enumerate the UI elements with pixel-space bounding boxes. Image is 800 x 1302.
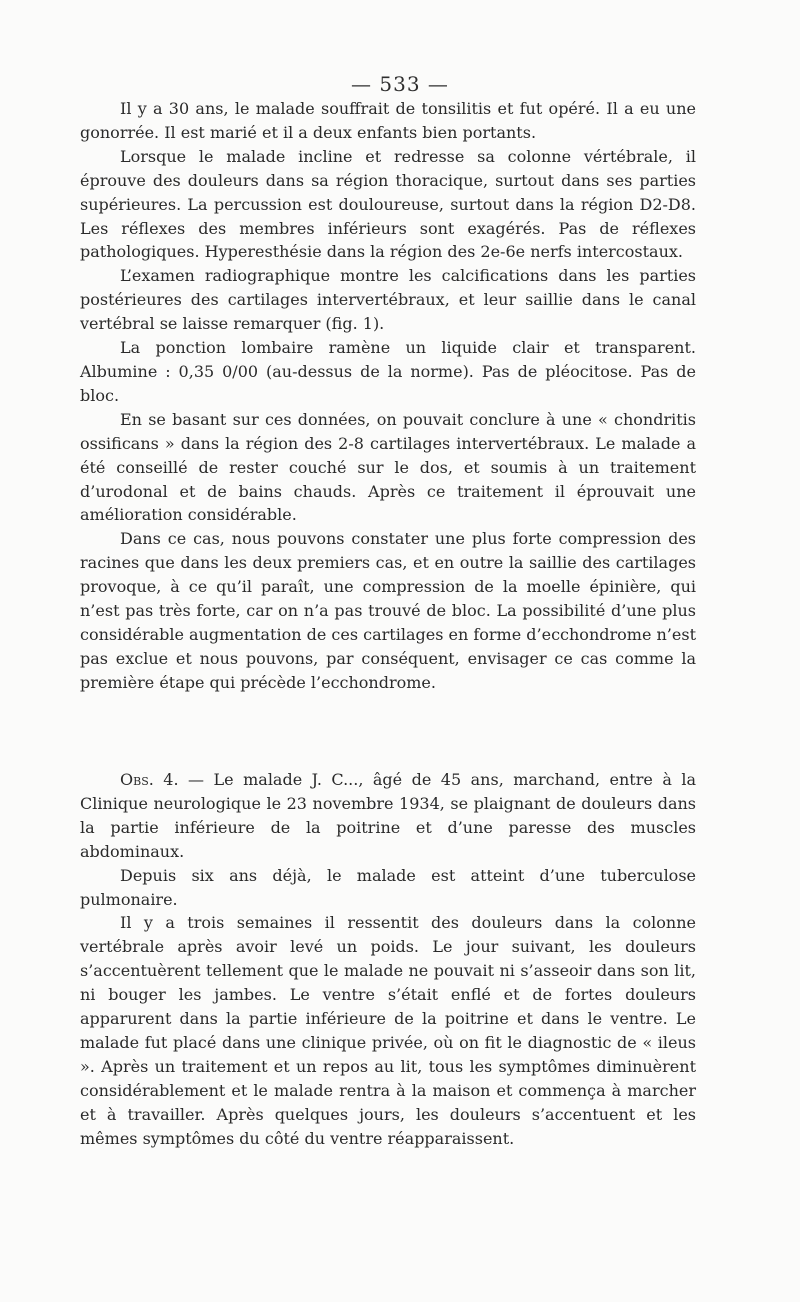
paragraph-6: Dans ce cas, nous pouvons constater une plus forte compression des racines que dans les deux premiers cas, et en outre la saillie des cartilages provoque, à ce qu’il paraît, une compression de la moelle épinière, qui n’est pas très forte, car on n’a pas trouvé de bloc. La possibilité d’une plus considérable augmentation de ces cartilages en forme d’ecchondrome n’est pas exclue et nous pouvons, par conséquent, envisager ce cas comme la première étape qui précède l’ecchondrome. [80, 529, 696, 692]
section-1 [80, 97, 696, 695]
paragraph-1: Il y a 30 ans, le malade souffrait de tonsilitis et fut opéré. Il a eu une gonorrée. Il est marié et il a deux enfants bien portants. [80, 99, 696, 142]
paragraph-4: La ponction lombaire ramène un liquide clair et transparent. Albumine : 0,35 0/00 (au-dessus de la norme). Pas de pléocitose. Pas de bloc. [80, 338, 696, 405]
paragraph-9: Il y a trois semaines il ressentit des douleurs dans la colonne vertébrale après avoir levé un poids. Le jour suivant, les douleurs s’accentuèrent tellement que le malade ne pouvait ni s’asseoir dans son lit, ni bouger les jambes. Le ventre s’était enflé et de fortes douleurs apparurent dans la partie inférieure de la poitrine et dans le ventre. Le malade fut placé dans une clinique privée, où on fit le diagnostic de « ileus ». Après un traitement et un repos au lit, tous les symptômes diminuèrent considérablement et le malade rentra à la maison et commença à marcher et à travailler. Après quelques jours, les douleurs s’accentuent et les mêmes symptômes du côté du ventre réapparaissent. [80, 913, 696, 1148]
paragraph-2: Lorsque le malade incline et redresse sa colonne vértébrale, il éprouve des douleurs dans sa région thoracique, surtout dans ses parties supérieures. La percussion est douloureuse, surtout dans la région D2-D8. Les réflexes des membres inférieurs sont exagérés. Pas de réflexes pathologiques. Hyperesthésie dans la région des 2e-6e nerfs intercostaux. [80, 146, 696, 262]
observation-label: Obs. 4. [120, 770, 179, 789]
paragraph-8: Depuis six ans déjà, le malade est atteint d’une tuberculose pulmonaire. [80, 865, 696, 909]
paragraph-5: En se basant sur ces données, on pouvait conclure à une « chondritis ossificans » dans la région des 2-8 cartilages intervertébraux. Le malade a été conseillé de rester couché sur le dos, et soumis à un traitement d’urodonal et de bains chauds. Après ce traitement il éprouvait une amélioration considérable. [80, 409, 696, 525]
page-number: — 533 — [351, 72, 449, 96]
paragraph-3: L’examen radiographique montre les calcifications dans les parties postérieures des cartilages intervertébraux, et leur saillie dans le canal vertébral se laisse remarquer (fig. 1). [80, 266, 696, 334]
observation-text: — Le malade J. C..., âgé de 45 ans, marchand, entre à la Clinique neurologique le 23 novembre 1934, se plaignant de douleurs dans la partie inférieure de la poitrine et d’une paresse des muscles abdominaux. [80, 770, 696, 861]
observation-4-paragraph [80, 768, 696, 864]
section-2 [80, 768, 696, 1151]
